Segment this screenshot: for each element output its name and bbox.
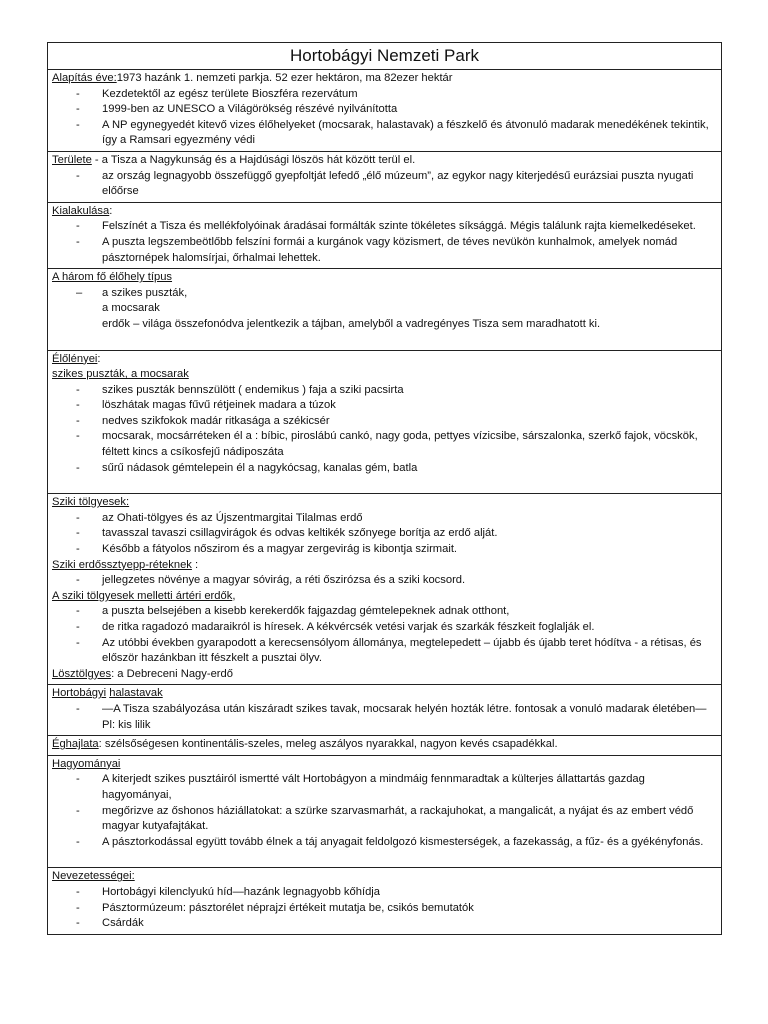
list-item: - Felszínét a Tisza és mellékfolyóinak áradásai formálták szinte tökéletes síksággá. Mégis találunk rajta kiemelkedéseket. bbox=[76, 220, 696, 233]
list-item: - A puszta legszembeötlőbb felszíni formái a kurgánok vagy közismert, de téves nevükön kunhalmok, amelyek nomád pásztornépek halomsírjai, őrhalmai lehettek. bbox=[76, 235, 678, 264]
list-item: - A pásztorkodással együtt tovább élnek a táj anyagait feldolgozó kismesterségek, a fazekasság, a fűz- és a gyékényfonás. bbox=[76, 835, 704, 848]
area-label: Területe bbox=[52, 153, 92, 166]
list-item: - A kiterjedt szikes pusztáiról ismertté vált Hortobágyon a mindmáig fennmaradtak a külterjes állattartás gazdag hagyományai, bbox=[76, 773, 645, 801]
list-item: - sűrű nádasok gémtelepein él a nagykócsag, kanalas gém, batla bbox=[76, 461, 418, 474]
list-item: - Kezdetektől az egész területe Bioszféra rezervátum bbox=[76, 87, 358, 100]
oaks-label: Sziki tölgyesek: bbox=[52, 496, 130, 509]
habitats-section bbox=[48, 269, 722, 350]
list-item: - Később a fátyolos nőszirom és a magyar zergevirág is kibontja szirmait. bbox=[76, 543, 458, 556]
list-item: - a puszta belsejében a kisebb kerekerdők fajgazdag gémtelepeknek adnak otthont, bbox=[76, 605, 510, 618]
list-item: - jellegzetes növénye a magyar sóvirág, a réti őszirózsa és a sziki kocsord. bbox=[76, 574, 466, 587]
list-item: - az ország legnagyobb összefüggő gyepfoltját lefedő „élő múzeum”, az egykor nagy kiterjedésű eurázsiai puszta nyugati előőrse bbox=[76, 169, 694, 198]
title-row bbox=[48, 43, 722, 70]
habitats-label: A három fő élőhely típus bbox=[52, 271, 173, 284]
sights-section bbox=[48, 868, 722, 934]
list-item: - Hortobágyi kilenclyukú híd—hazánk legnagyobb kőhídja bbox=[76, 885, 380, 898]
traditions-section bbox=[48, 755, 722, 868]
climate-label: Éghajlata bbox=[52, 738, 99, 751]
list-item: - tavasszal tavaszi csillagvirágok és odvas keltikék szőnyege borítja az erdő alját. bbox=[76, 527, 498, 540]
formation-label: Kialakulása bbox=[52, 204, 110, 217]
traditions-label: Hagyományai bbox=[52, 757, 121, 770]
climate-section bbox=[48, 736, 722, 756]
wildlife-section: Élőlényei: szikes puszták, a mocsarak - szikes puszták bennszülött ( endemikus ) faja a sziki pacsirta - löszhátak magas fűvű rétjeinek madara a túzok - nedves szikfokok madár ritkasága a székicsér - mocsarak, mocsárréteken él a : bíbic, piroslábú cankó, nagy goda, pettyes vízicsibe, sárszalonka, szerkő fajok, vöcskök, féltett kincs a csíkosfejű nádiposzáta - sűrű nádasok gémtelepein él a nagykócsag, kanalas gém, batla bbox=[48, 350, 722, 494]
list-item: - megőrizve az őshonos háziállatokat: a szürke szarvasmarhát, a rackajuhokat, a mangalicát, a nyájat és az embert védő magyar kutyafajtákat. bbox=[76, 804, 694, 833]
founding-label: Alapítás éve: bbox=[52, 72, 117, 84]
list-item: - nedves szikfokok madár ritkasága a székicsér bbox=[76, 414, 330, 427]
list-item: - Az utóbbi években gyarapodott a kerecsensólyom állománya, megtelepedett – újabb és újabb teret hódítva - a rétisas, és először hazánkban itt fészkelt a pusztai ölyv. bbox=[76, 636, 702, 665]
formation-section: Kialakulása: - Felszínét a Tisza és mellékfolyóinak áradásai formálták szinte tökéletes síksággá. Mégis találunk rajta kiemelkedéseket. - A puszta legszembeötlőbb felszíni formái a kurgánok vagy közismert, de téves nevükön kunhalmok, amelyek nomád pásztornépek halomsírjai, őrhalmai lehettek. bbox=[48, 202, 722, 268]
page-title: Hortobágyi Nemzeti Park bbox=[48, 43, 722, 70]
founding-section bbox=[48, 70, 722, 152]
list-item: - A NP egynegyedét kitevő vizes élőhelyeket (mocsarak, halastavak) a fészkelő és átvonuló madarak menedékének tekintik, így a Ramsari egyezmény védi bbox=[76, 118, 709, 147]
founding-text: 1973 hazánk 1. nemzeti parkja. 52 ezer hektáron, ma 82ezer hektár bbox=[116, 72, 453, 84]
list-item: - de ritka ragadozó madaraikról is híresek. A kékvércsék vetési varjak és szarkák fészkeit foglalják el. bbox=[76, 621, 595, 633]
list-item: erdők – világa összefonódva jelentkezik a tájban, amelyből a vadregényes Tisza sem maradhatott ki. bbox=[102, 317, 601, 330]
list-item: - —A Tisza szabályozása után kiszáradt szikes tavak, mocsarak helyén hozták létre. fontosak a vonuló madarak életében—Pl: kis lilik bbox=[76, 702, 707, 731]
list-item: - az Ohati-tölgyes és az Újszentmargitai Tilalmas erdő bbox=[76, 511, 363, 524]
fishponds-section: Hortobágyi halastavak - —A Tisza szabályozása után kiszáradt szikes tavak, mocsarak helyén hozták létre. fontosak a vonuló madarak életében—Pl: kis lilik bbox=[48, 685, 722, 736]
list-item: a mocsarak bbox=[102, 302, 160, 315]
area-text: - a Tisza a Nagykunság és a Hajdúsági löszös hát között terül el. bbox=[91, 153, 416, 166]
document-sheet bbox=[47, 42, 722, 935]
climate-text: : szélsőségesen kontinentális-szeles, meleg aszályos nyarakkal, nagyon kevés csapadékkal. bbox=[98, 738, 558, 751]
content-table bbox=[47, 42, 722, 935]
area-section bbox=[48, 151, 722, 202]
wildlife-label: Élőlényei bbox=[52, 352, 98, 365]
riparian-label: A sziki tölgyesek melletti ártéri erdők bbox=[52, 589, 233, 602]
list-item: - szikes puszták bennszülött ( endemikus ) faja a sziki pacsirta bbox=[76, 383, 404, 396]
list-item: – a szikes puszták, bbox=[76, 286, 188, 299]
list-item: - 1999-ben az UNESCO a Világörökség részévé nyilvánította bbox=[76, 103, 398, 116]
fishponds-label: Hortobágyi bbox=[52, 687, 107, 700]
wildlife-sublabel: szikes puszták, a mocsarak bbox=[52, 368, 189, 381]
loess-oak-label: Lösztölgyes bbox=[52, 667, 112, 680]
list-item: - Csárdák bbox=[76, 917, 144, 930]
oaks-section: Sziki tölgyesek: - az Ohati-tölgyes és az Újszentmargitai Tilalmas erdő - tavasszal tavaszi csillagvirágok és odvas keltikék szőnyege borítja az erdő alját. - Később a fátyolos nőszirom és a magyar zergevirág is kibontja szirmait. Sziki erdőssztyepp-réteknek : - jellegzetes növénye a magyar sóvirág, a réti őszirózsa és a sziki kocsord. A sziki tölgyesek melletti ártéri erdők, - a puszta belsejében a kisebb kerekerdők fajgazdag gémtelepeknek adnak otthont, - de ritka ragadozó madaraikról is híresek. A kékvércsék vetési varjak és szarkák fészkeit foglalják el. - Az utóbbi években gyarapodott a kerecsensólyom állománya, megtelepedett – újabb és újabb teret hódítva - a rétisas, és először hazánkban itt fészkelt a pusztai ölyv. Lösztölgyes: a Debreceni Nagy-erdő bbox=[48, 494, 722, 685]
sights-label: Nevezetességei: bbox=[52, 870, 135, 883]
list-item: - löszhátak magas fűvű rétjeinek madara a túzok bbox=[76, 399, 336, 412]
steppe-label: Sziki erdőssztyepp-réteknek bbox=[52, 558, 192, 571]
list-item: - mocsarak, mocsárréteken él a : bíbic, piroslábú cankó, nagy goda, pettyes vízicsibe, sárszalonka, szerkő fajok, vöcskök, féltett kincs a csíkosfejű nádiposzáta bbox=[76, 430, 698, 459]
list-item: - Pásztormúzeum: pásztorélet néprajzi értékeit mutatja be, csikós bemutatók bbox=[76, 901, 474, 914]
